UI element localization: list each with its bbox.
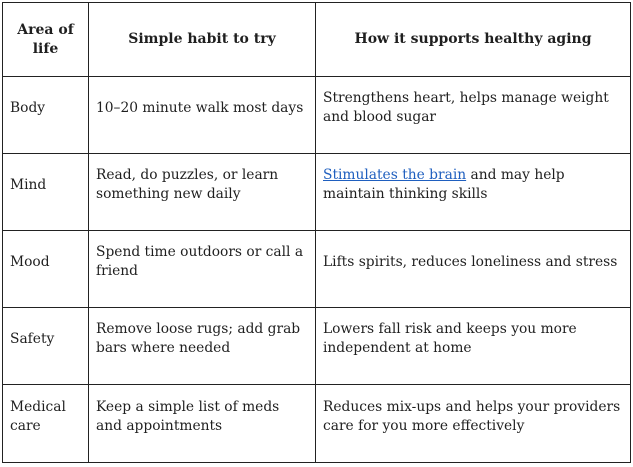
- cell-area: [3, 154, 89, 231]
- habit-text: Keep a simple list of meds and appointments: [96, 398, 280, 434]
- table-row: [3, 308, 631, 385]
- support-text: Reduces mix-ups and helps your providers care for you more effectively: [323, 398, 621, 434]
- healthy-aging-table: [2, 2, 631, 463]
- cell-habit: [89, 385, 316, 463]
- table-row: [3, 385, 631, 463]
- habit-text: Read, do puzzles, or learn something new daily: [96, 167, 279, 202]
- table-body: [3, 77, 631, 463]
- area-label: Medical care: [10, 398, 66, 434]
- support-text: Strengthens heart, helps manage weight and blood sugar: [323, 90, 609, 125]
- stimulates-brain-link[interactable]: Stimulates the brain: [323, 167, 467, 183]
- support-text: Lifts spirits, reduces loneliness and stress: [323, 253, 618, 270]
- header-area-of-life: Area of life: [3, 3, 89, 77]
- table-header: [3, 3, 631, 77]
- cell-habit: [89, 77, 316, 154]
- header-how-it-supports: How it supports healthy aging: [316, 3, 631, 77]
- cell-habit: [89, 231, 316, 308]
- cell-support: [316, 308, 631, 385]
- support-text: and may help maintain thinking skills: [323, 167, 565, 202]
- cell-support: [316, 385, 631, 463]
- table-row: [3, 231, 631, 308]
- table-row: [3, 154, 631, 231]
- area-label: Mind: [10, 176, 47, 193]
- area-label: Safety: [10, 330, 55, 347]
- cell-area: [3, 231, 89, 308]
- cell-support: [316, 231, 631, 308]
- cell-habit: [89, 308, 316, 385]
- cell-area: [3, 308, 89, 385]
- cell-support: [316, 154, 631, 231]
- support-text: Lowers fall risk and keeps you more independent at home: [323, 321, 577, 356]
- habit-text: 10–20 minute walk most days: [96, 99, 304, 116]
- cell-support: [316, 77, 631, 154]
- area-label: Mood: [10, 253, 50, 270]
- habit-text: Remove loose rugs; add grab bars where needed: [96, 321, 301, 356]
- cell-area: [3, 77, 89, 154]
- table-row: [3, 77, 631, 154]
- support-content: [323, 166, 623, 204]
- habit-text: Spend time outdoors or call a friend: [96, 244, 304, 279]
- cell-area: [3, 385, 89, 463]
- cell-habit: [89, 154, 316, 231]
- header-simple-habit: Simple habit to try: [89, 3, 316, 77]
- area-label: Body: [10, 99, 46, 116]
- header-row: [3, 3, 631, 77]
